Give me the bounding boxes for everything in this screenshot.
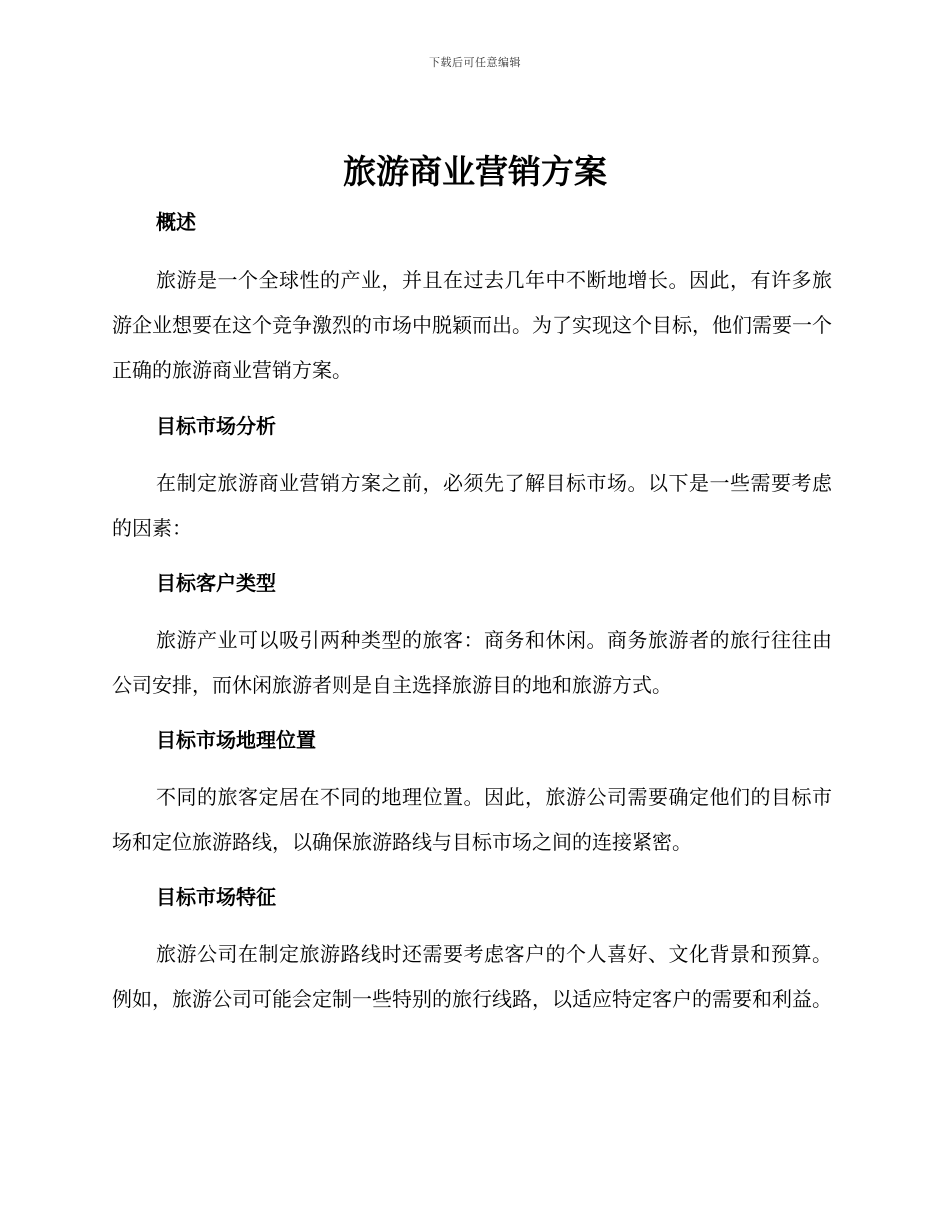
section-heading-target-market-analysis: 目标市场分析 bbox=[156, 414, 276, 438]
section-paragraph-target-market-features: 旅游公司在制定旅游路线时还需要考虑客户的个人喜好、文化背景和预算。例如，旅游公司可能会定制一些特别的旅行线路，以适应特定客户的需要和利益。 bbox=[112, 942, 832, 1011]
section-paragraph-overview: 旅游是一个全球性的产业，并且在过去几年中不断地增长。因此，有许多旅游企业想要在这个竞争激烈的市场中脱颖而出。为了实现这个目标，他们需要一个正确的旅游商业营销方案。 bbox=[112, 268, 832, 382]
section-heading-target-customer-type: 目标客户类型 bbox=[156, 571, 276, 595]
document-title: 旅游商业营销方案 bbox=[343, 152, 607, 191]
section-heading-target-geo-location: 目标市场地理位置 bbox=[156, 728, 316, 752]
section-paragraph-target-geo-location: 不同的旅客定居在不同的地理位置。因此，旅游公司需要确定他们的目标市场和定位旅游路线，以确保旅游路线与目标市场之间的连接紧密。 bbox=[112, 785, 832, 854]
section-paragraph-target-customer-type: 旅游产业可以吸引两种类型的旅客：商务和休闲。商务旅游者的旅行往往由公司安排，而休闲旅游者则是自主选择旅游目的地和旅游方式。 bbox=[112, 628, 832, 697]
page-header-note: 下载后可任意编辑 bbox=[429, 56, 521, 69]
section-heading-overview: 概述 bbox=[156, 210, 196, 234]
section-paragraph-target-market-analysis: 在制定旅游商业营销方案之前，必须先了解目标市场。以下是一些需要考虑的因素： bbox=[112, 471, 832, 540]
document-body bbox=[112, 203, 832, 1022]
section-heading-target-market-features: 目标市场特征 bbox=[156, 885, 276, 909]
